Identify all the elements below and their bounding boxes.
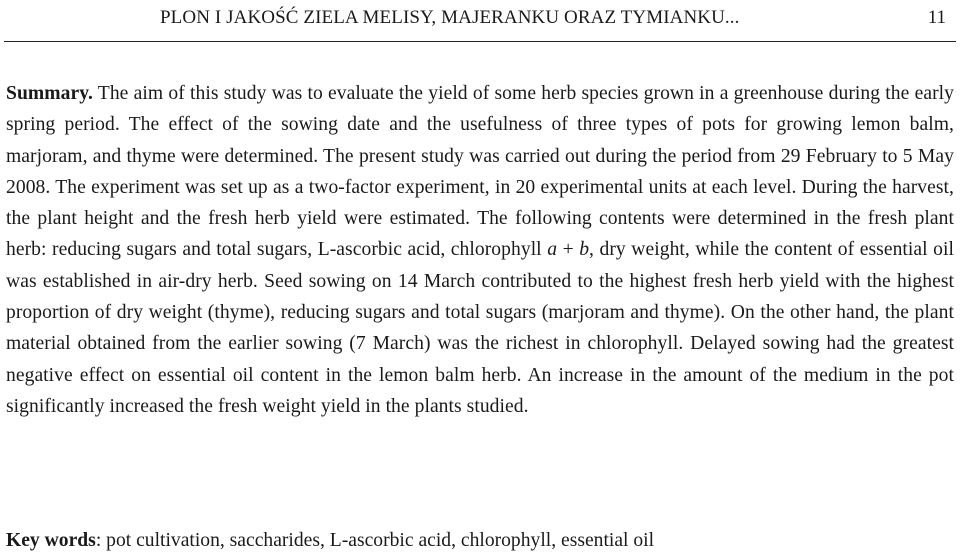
chlorophyll-variable-b: b <box>579 239 590 261</box>
plus-sign: + <box>557 239 580 261</box>
summary-label: Summary. <box>6 83 93 104</box>
summary-text-part-2: , dry weight, while the content of essential oil was established in air-dry herb. Seed sowing on 14 March contributed to the highest fresh herb yield with the highest proportion of dry weight (thyme), reducing sugars and total sugars (marjoram and thyme). On the other hand, the plant material obtained from the earlier sowing (7 March) was the richest in chlorophyll. Delayed sowing had the greatest negative effect on essential oil content in the lemon balm herb. An increase in the amount of the medium in the pot significantly increased the fresh weight yield in the plants studied. <box>6 239 954 417</box>
header-rule <box>4 41 956 42</box>
summary-paragraph <box>6 78 954 422</box>
keywords-text: : pot cultivation, saccharides, L-ascorbic acid, chlorophyll, essential oil <box>95 530 655 551</box>
keywords-label: Key words <box>6 530 96 551</box>
page-number: 11 <box>927 7 946 28</box>
chlorophyll-variable-a: a <box>547 239 558 261</box>
keywords-line <box>6 528 954 554</box>
summary-text-part-1: The aim of this study was to evaluate the yield of some herb species grown in a greenhouse during the early spring period. The effect of the sowing date and the usefulness of three types of pots for growing lemon balm, marjoram, and thyme were determined. The present study was carried out during the period from 29 February to 5 May 2008. The experiment was set up as a two-factor experiment, in 20 experimental units at each level. During the harvest, the plant height and the fresh herb yield were estimated. The following contents were determined in the fresh plant herb: reducing sugars and total sugars, L-ascorbic acid, chlorophyll <box>6 83 954 261</box>
running-title: PLON I JAKOŚĆ ZIELA MELISY, MAJERANKU ORAZ TYMIANKU... <box>160 7 740 28</box>
running-header <box>0 4 960 30</box>
